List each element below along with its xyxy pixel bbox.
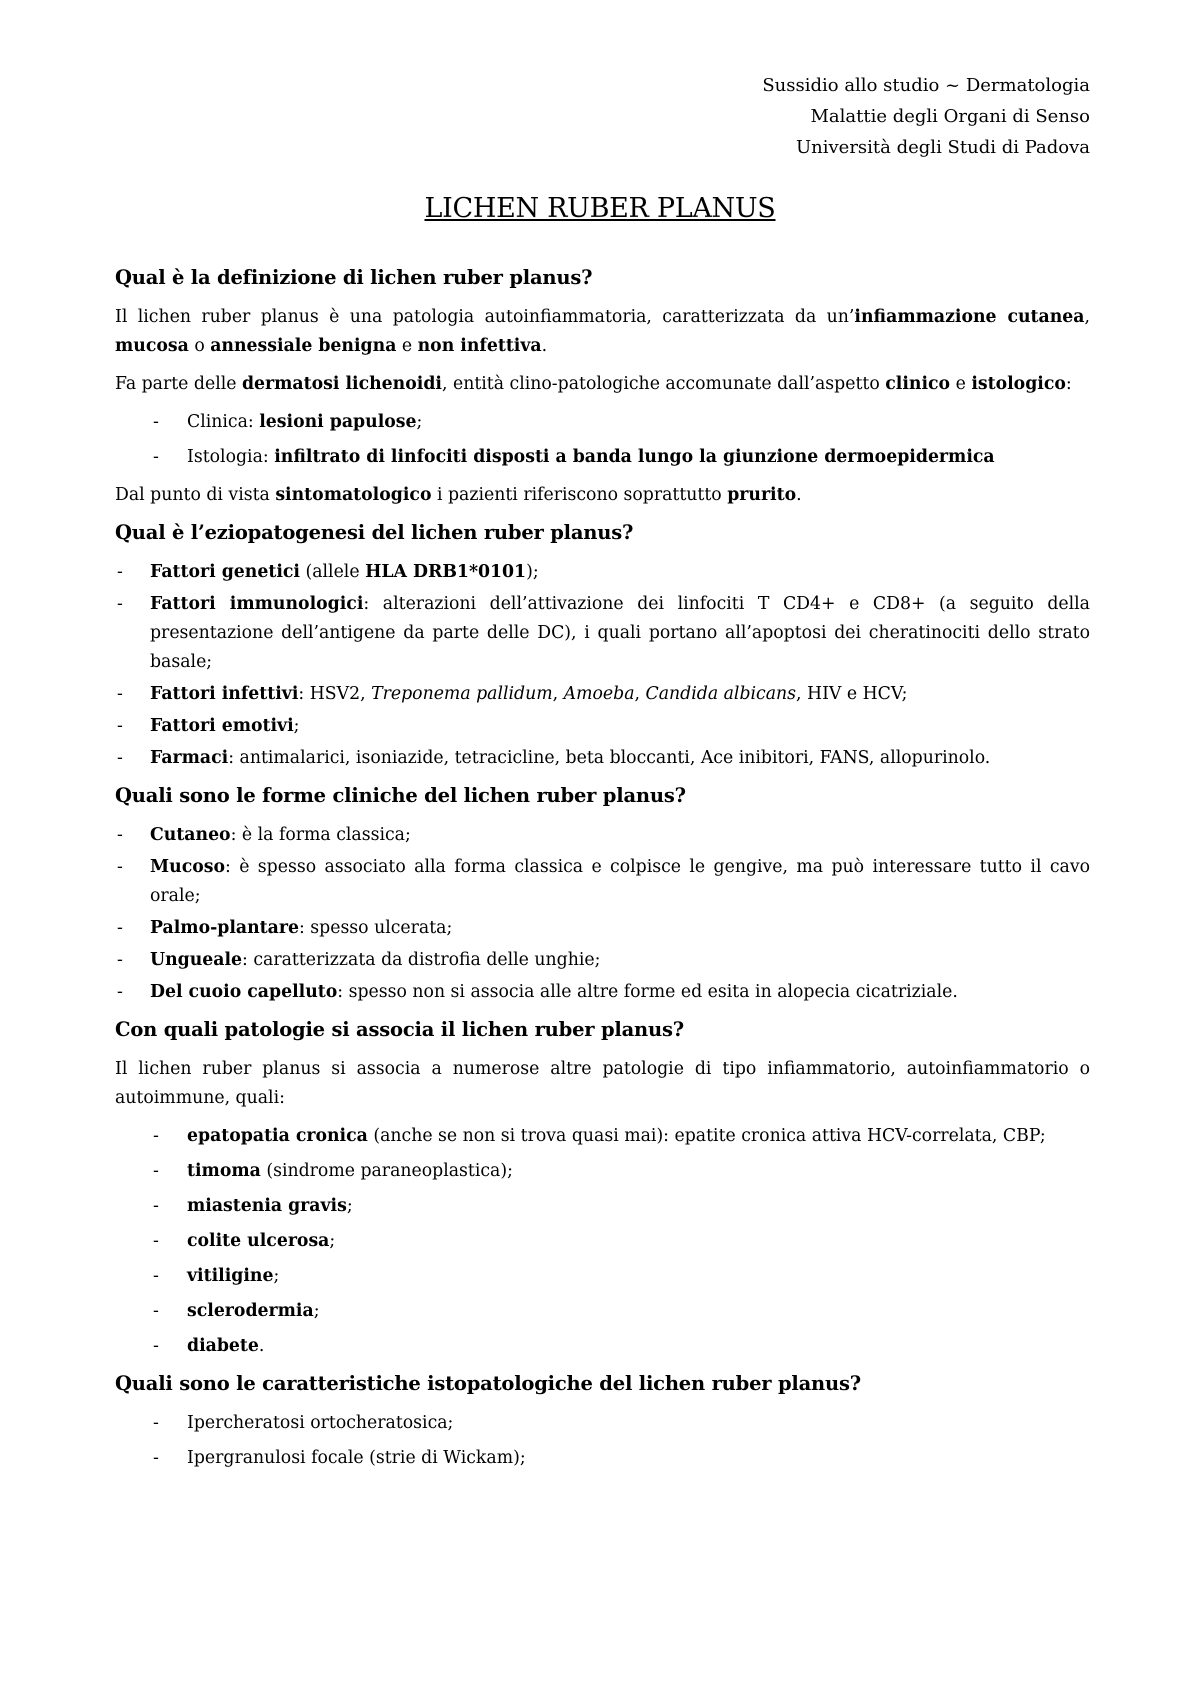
list-item: - colite ulcerosa; [115, 1227, 1090, 1256]
section-histopathology [115, 1370, 1090, 1473]
associations-list [115, 1122, 1090, 1361]
list-item: - Fattori emotivi; [115, 712, 1090, 741]
list-item: - Del cuoio capelluto: spesso non si associa alle altre forme ed esita in alopecia cicatriziale. [115, 978, 1090, 1007]
section-clinical-forms [115, 782, 1090, 1007]
lichenoid-list [115, 408, 1090, 472]
paragraph-symptoms: Dal punto di vista sintomatologico i pazienti riferiscono soprattutto prurito. [115, 485, 802, 505]
header-line-course: Sussidio allo studio ~ Dermatologia [762, 75, 1090, 96]
section-etiopathogenesis [115, 519, 1090, 773]
clinical-forms-list [115, 821, 1090, 1007]
list-item: - Istologia: infiltrato di linfociti disposti a banda lungo la giunzione dermoepidermica [115, 443, 1090, 472]
histopathology-list [115, 1409, 1090, 1473]
list-item: - Fattori genetici (allele HLA DRB1*0101); [115, 558, 1090, 587]
list-item: - Ipercheratosi ortocheratosica; [115, 1409, 1090, 1438]
section-heading: Qual è la definizione di lichen ruber planus? [115, 266, 593, 289]
list-item: - Ungueale: caratterizzata da distrofia delle unghie; [115, 946, 1090, 975]
list-item: - epatopatia cronica (anche se non si trova quasi mai): epatite cronica attiva HCV-correlata, CBP; [115, 1122, 1090, 1151]
list-item: - Ipergranulosi focale (strie di Wickam); [115, 1444, 1090, 1473]
paragraph-definition: Il lichen ruber planus è una patologia autoinfiammatoria, caratterizzata da un’infiammazione cutanea, mucosa o annessiale benigna e non infettiva. [115, 307, 1090, 356]
document-header [762, 70, 1090, 163]
section-definition [115, 264, 1090, 510]
header-line-university: Università degli Studi di Padova [795, 137, 1090, 158]
section-heading: Quali sono le caratteristiche istopatologiche del lichen ruber planus? [115, 1372, 861, 1395]
list-item: - Fattori immunologici: alterazioni dell’attivazione dei linfociti T CD4+ e CD8+ (a seguito della presentazione dell’antigene da parte delle DC), i quali portano all’apoptosi dei cheratinociti dello strato basale; [115, 590, 1090, 677]
list-item: - diabete. [115, 1332, 1090, 1361]
list-item: - Fattori infettivi: HSV2, Treponema pallidum, Amoeba, Candida albicans, HIV e HCV; [115, 680, 1090, 709]
list-item: - Farmaci: antimalarici, isoniazide, tetracicline, beta bloccanti, Ace inibitori, FANS, allopurinolo. [115, 744, 1090, 773]
section-heading: Con quali patologie si associa il lichen ruber planus? [115, 1018, 684, 1041]
section-associations [115, 1016, 1090, 1361]
paragraph-lichenoid: Fa parte delle dermatosi lichenoidi, entità clino-patologiche accomunate dall’aspetto clinico e istologico: [115, 374, 1072, 394]
header-line-module: Malattie degli Organi di Senso [810, 106, 1090, 127]
list-item: - Cutaneo: è la forma classica; [115, 821, 1090, 850]
list-item: - miastenia gravis; [115, 1192, 1090, 1221]
list-item: - Mucoso: è spesso associato alla forma classica e colpisce le gengive, ma può interessare tutto il cavo orale; [115, 853, 1090, 911]
list-item: - sclerodermia; [115, 1297, 1090, 1326]
list-item: - vitiligine; [115, 1262, 1090, 1291]
page-title: LICHEN RUBER PLANUS [424, 193, 776, 224]
paragraph-associations: Il lichen ruber planus si associa a numerose altre patologie di tipo infiammatorio, autoinfiammatorio o autoimmune, quali: [115, 1059, 1090, 1108]
section-heading: Quali sono le forme cliniche del lichen ruber planus? [115, 784, 686, 807]
etiology-list [115, 558, 1090, 773]
list-item: - Clinica: lesioni papulose; [115, 408, 1090, 437]
list-item: - timoma (sindrome paraneoplastica); [115, 1157, 1090, 1186]
section-heading: Qual è l’eziopatogenesi del lichen ruber planus? [115, 521, 634, 544]
document-body [115, 264, 1090, 1482]
list-item: - Palmo-plantare: spesso ulcerata; [115, 914, 1090, 943]
